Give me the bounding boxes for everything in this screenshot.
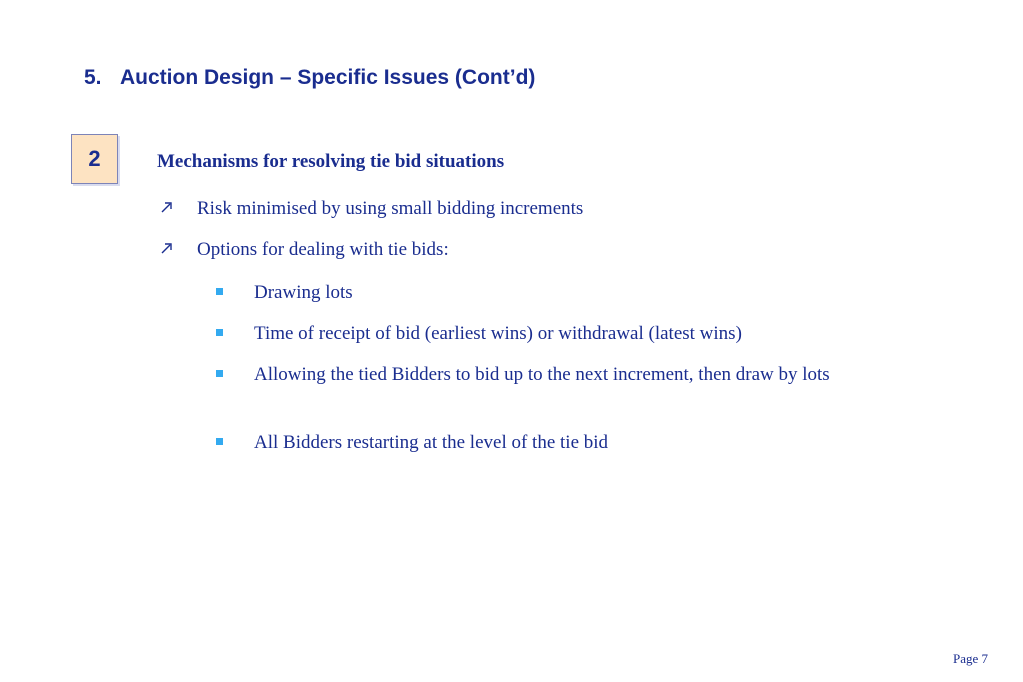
page-number: Page 7 xyxy=(952,651,988,666)
sub-bullet-point-text: Allowing the tied Bidders to bid up to the next increment, then draw by lots xyxy=(254,364,830,385)
sub-bullet-point-text: Drawing lots xyxy=(254,282,353,303)
square-bullet-icon xyxy=(216,288,223,295)
bullet-point-text: Options for dealing with tie bids: xyxy=(197,239,449,260)
square-bullet-icon xyxy=(216,438,223,445)
square-bullet-icon xyxy=(216,370,223,377)
slide-title xyxy=(84,66,535,90)
sub-bullet-point-text: Time of receipt of bid (earliest wins) or withdrawal (latest wins) xyxy=(254,323,742,344)
title-number: 5. xyxy=(84,66,102,89)
bullet-point-text: Risk minimised by using small bidding increments xyxy=(197,198,584,219)
square-bullet-icon xyxy=(216,329,223,336)
subheading: Mechanisms for resolving tie bid situations xyxy=(157,151,505,172)
arrow-up-right-icon xyxy=(158,199,174,215)
arrow-up-right-icon xyxy=(158,240,174,256)
title-text: Auction Design – Specific Issues (Cont’d) xyxy=(120,66,536,89)
section-number-badge: 2 xyxy=(71,134,118,184)
sub-bullet-point-text: All Bidders restarting at the level of the tie bid xyxy=(254,432,609,453)
